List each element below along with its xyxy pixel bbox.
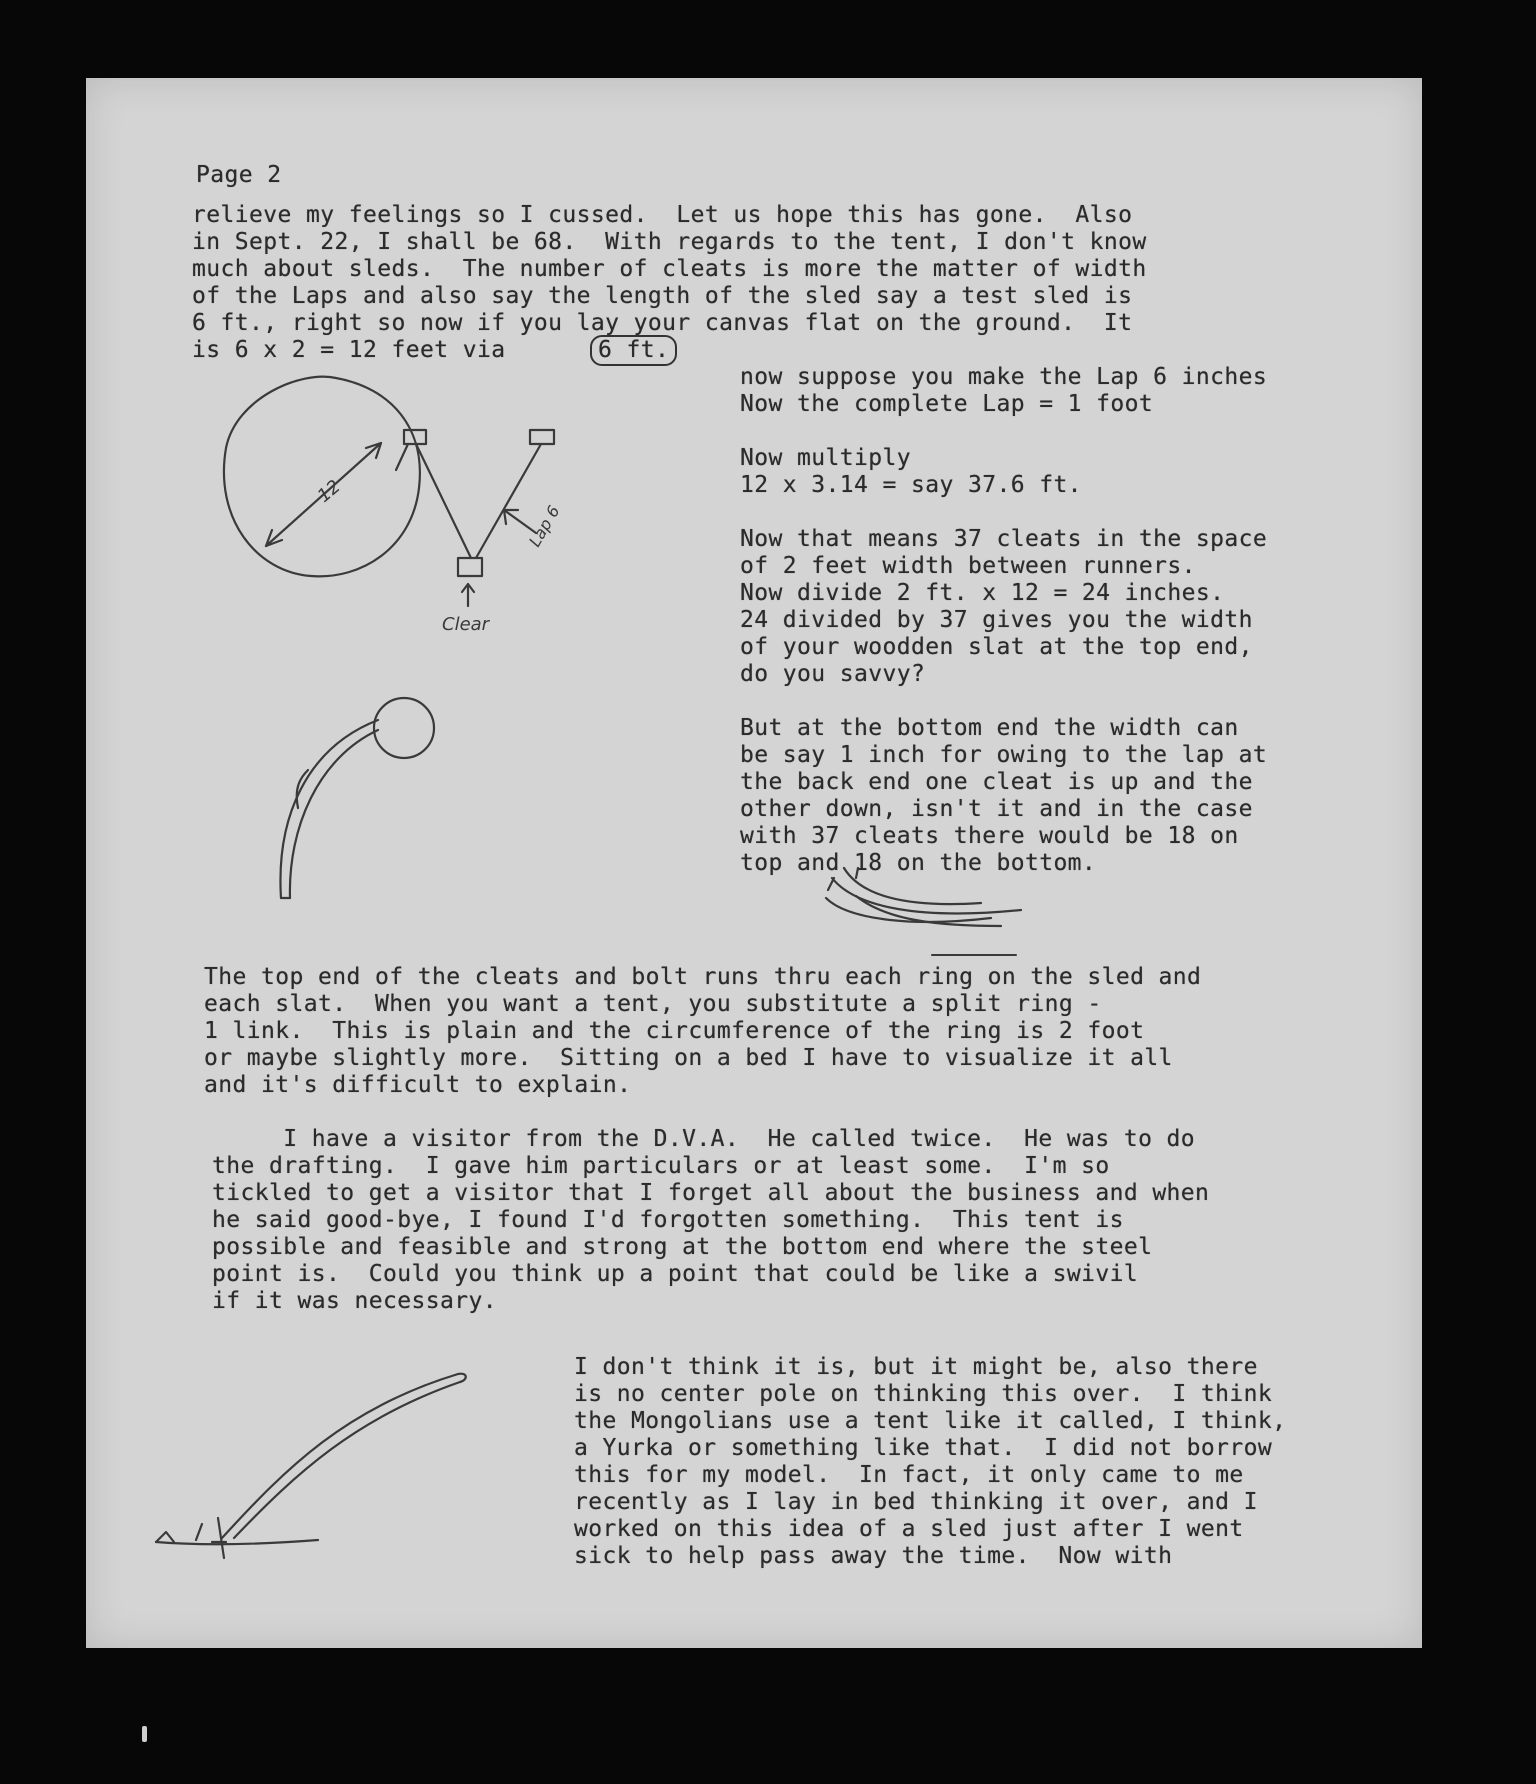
text-line: the back end one cleat is up and the xyxy=(740,769,1253,795)
text-line: relieve my feelings so I cussed. Let us hope this has gone. Also xyxy=(192,202,1133,228)
text-line: this for my model. In fact, it only came to me xyxy=(574,1462,1244,1488)
text-line: a Yurka or something like that. I did not borrow xyxy=(574,1435,1273,1461)
text-line: each slat. When you want a tent, you substitute a split ring - xyxy=(204,991,1102,1017)
boxed-measurement: 6 ft. xyxy=(590,335,677,366)
peg xyxy=(196,1524,202,1540)
text-line: the Mongolians use a tent like it called, I think, xyxy=(574,1408,1287,1434)
stake xyxy=(212,1518,226,1558)
formula-continuation: now suppose you make the Lap 6 inches xyxy=(740,364,1268,390)
cleat-pointer xyxy=(462,584,474,606)
pole-inner xyxy=(290,730,378,898)
text-line: tickled to get a visitor that I forget all about the business and when xyxy=(212,1180,1210,1206)
text-line: 6 ft., right so now if you lay your canvas flat on the ground. It xyxy=(192,310,1133,336)
text-line: of your woodden slat at the top end, xyxy=(740,634,1253,660)
text-line: Now the complete Lap = 1 foot xyxy=(740,391,1154,417)
cleat-label: Clear xyxy=(442,614,490,635)
text-line: do you savvy? xyxy=(740,661,926,687)
diameter-label: 12 xyxy=(313,476,345,507)
circle-outline xyxy=(224,377,420,577)
text-line: But at the bottom end the width can xyxy=(740,715,1239,741)
ring xyxy=(374,698,434,758)
pole-outer xyxy=(280,720,378,898)
bottom-cleat xyxy=(458,558,482,576)
text-line: top and 18 on the bottom. xyxy=(740,850,1097,876)
pole-tip xyxy=(458,1374,466,1382)
ground-line xyxy=(156,1540,318,1544)
text-line: possible and feasible and strong at the bottom end where the steel xyxy=(212,1234,1153,1260)
formula-text: is 6 x 2 = 12 feet via xyxy=(192,337,506,363)
peg xyxy=(156,1532,174,1542)
circle-sketch xyxy=(224,377,420,577)
pole-side xyxy=(297,770,308,808)
text-line: sick to help pass away the time. Now with xyxy=(574,1543,1173,1569)
v-left-line xyxy=(416,444,471,558)
text-line: with 37 cleats there would be 18 on xyxy=(740,823,1239,849)
text-line: or maybe slightly more. Sitting on a bed I have to visualize it all xyxy=(204,1045,1173,1071)
bottom-pole-sketch xyxy=(156,1374,466,1558)
text-line: and it's difficult to explain. xyxy=(204,1072,632,1098)
text-line: I have a visitor from the D.V.A. He called twice. He was to do xyxy=(212,1126,1196,1152)
hand-sketches xyxy=(86,78,1422,1648)
pole-and-ring-sketch xyxy=(280,698,434,898)
scribble-sketch xyxy=(826,868,1021,926)
text-line: in Sept. 22, I shall be 68. With regards to the tent, I don't know xyxy=(192,229,1147,255)
text-line: Now multiply xyxy=(740,445,911,471)
text-line: recently as I lay in bed thinking it over, and I xyxy=(574,1489,1258,1515)
text-line: The top end of the cleats and bolt runs thru each ring on the sled and xyxy=(204,964,1202,990)
text-line: 24 divided by 37 gives you the width xyxy=(740,607,1253,633)
text-line: if it was necessary. xyxy=(212,1288,497,1314)
text-line: point is. Could you think up a point that could be like a swivil xyxy=(212,1261,1139,1287)
page-number: Page 2 xyxy=(196,162,282,188)
text-line: other down, isn't it and in the case xyxy=(740,796,1253,822)
text-line: is no center pole on thinking this over. I think xyxy=(574,1381,1273,1407)
text-line: worked on this idea of a sled just after I went xyxy=(574,1516,1244,1542)
text-line: he said good-bye, I found I'd forgotten something. This tent is xyxy=(212,1207,1124,1233)
text-line: of the Laps and also say the length of the sled say a test sled is xyxy=(192,283,1133,309)
pole-inner xyxy=(234,1382,460,1538)
right-cleat xyxy=(530,430,554,444)
v-shape-sketch xyxy=(396,430,564,635)
text-line: Now that means 37 cleats in the space xyxy=(740,526,1268,552)
film-mark xyxy=(142,1726,147,1742)
text-line: Now divide 2 ft. x 12 = 24 inches. xyxy=(740,580,1225,606)
text-line: much about sleds. The number of cleats is more the matter of width xyxy=(192,256,1147,282)
text-line: 12 x 3.14 = say 37.6 ft. xyxy=(740,472,1082,498)
letter-page xyxy=(86,78,1422,1648)
v-left-tail xyxy=(396,444,408,470)
text-line: 1 link. This is plain and the circumference of the ring is 2 foot xyxy=(204,1018,1145,1044)
text-line: the drafting. I gave him particulars or at least some. I'm so xyxy=(212,1153,1110,1179)
text-line: I don't think it is, but it might be, also there xyxy=(574,1354,1258,1380)
text-line: be say 1 inch for owing to the lap at xyxy=(740,742,1268,768)
lap-label: Lap 6 xyxy=(525,502,564,550)
text-line: of 2 feet width between runners. xyxy=(740,553,1196,579)
